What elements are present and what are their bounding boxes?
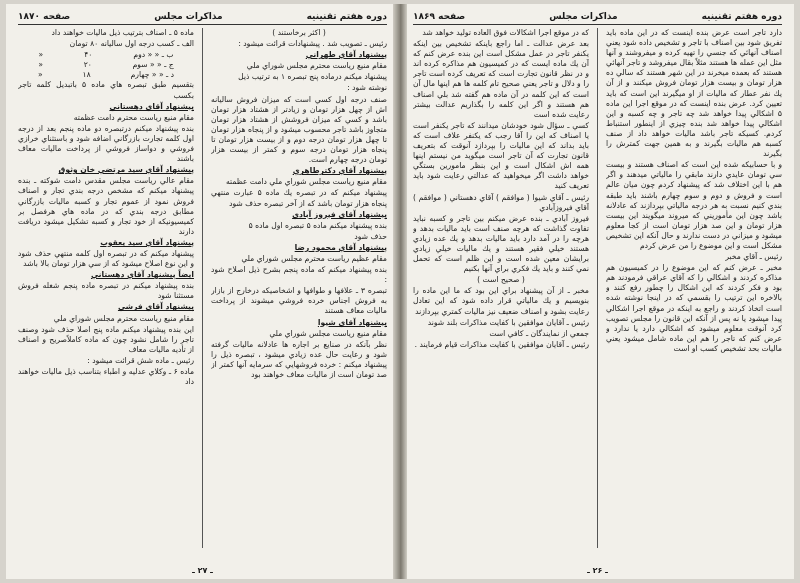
paragraph: بعد عرض عدالت ـ اما راجع باينكه تشخيص بين اينكه يكنفر تاجر در عمل مشكل است اين بنده عرض كنم كه آن يك ماده ايست كه در كميسيون هم مذاكره كرده اند و در نظر قانون تجارت است كه تعريف كرده است تاجر را و دلال و تاجر يعني صحيح تام كلمه ها هم اينها مال آن است كه اين كلمه در آن ماده هم گفته شد بلي اصناف هم هستند و اگر اين كلمه را بگذاريم عدالت بيشتر رعايت شده است xyxy=(413,39,589,119)
paragraph: و با حسابيكه شده اين است كه اصناف هستند و بيست سي تومان عايدي دارند مابقي را مالياتي ميدهند و اگر هم با اين اختلاف شد كه پيشنهاد كردم چون ميان عالم است و فروش و دوم و سوم چهارم باشند بايد طبقه بندي كنيم نسبت به هر درجه مالياتي بپردازند كه عادلانه باشد چون اين مأموريني كه ميروند ميگويند اين بيست هزار تومان و اين صد هزار تومان است از كجا معلوم ميشود و ميزاني در دست ندارند و حال آنكه اين تشخيص مشكل است و اين موضوع را من عرض كردم xyxy=(606,160,782,250)
speaker-heading: پيشنهاد آقاي سيد مرتضي خان وثوق xyxy=(58,165,194,175)
tariff-cell: « xyxy=(38,60,44,70)
page-footer-number: ـ ۲۷ ـ xyxy=(192,566,213,575)
speaker-heading: پيشنهاد آقاي فيروز آبادي xyxy=(292,209,387,219)
paragraph: بنده پيشنهاد ميكنم ماده ۵ تبصره اول ماده ۵ xyxy=(248,220,387,230)
paragraph: رئيس ـ آقاي مخبر xyxy=(725,252,782,262)
paragraph: فيروز آبادي ـ بنده عرض ميكنم بين تاجر و كسبه نبايد تفاوت گذاشت كه هرچه صنف است بايد ماليات بدهد و هرچه را در آمد دارد بايد ماليات بدهد و يك عده زيادي هستند خيلي فقير هستند و يك ماليات خيلي زيادي برايشان معين شده است و اين ظلم است كه تحمل نمي كنند و بايد يك فكري براي آنها بكنيم xyxy=(413,213,589,274)
paragraph: نوشته شود : xyxy=(347,83,387,93)
column-divider xyxy=(202,28,203,548)
header-title: مذاكرات مجلس xyxy=(154,12,223,22)
paragraph: رئيس ـ ماده شش قرائت ميشود : xyxy=(87,355,194,365)
paragraph: رئيس ـ آقايان موافقين با كفايت مذاكرات قيام فرمايند . xyxy=(414,339,589,349)
paragraph: جمعي از نمايندگان ـ كافي است xyxy=(489,328,589,338)
paragraph: بتقسيم طبق تبصره هاي ماده ۵ باتبديل كلمه تاجر بكسب xyxy=(18,80,194,100)
speaker-heading: پيشنهاد آقاي شيوا xyxy=(317,317,387,327)
paragraph: بنده پيشنهاد ميكنم درتبصره دو ماده پنجم بعد از درجه اول كلمه تجارت بازرگاني اضافه شود و باستثناي خرازي فروشي و دواساز فروشي از پرداخت ماليات معاف باشند xyxy=(18,123,194,164)
speaker-heading: پيشنهاد آقاي دكترطاهري xyxy=(292,166,387,176)
book-spread xyxy=(6,4,794,579)
tariff-row xyxy=(18,70,194,80)
paragraph: كسي ـ سؤال شود خودشان ميدانند كه تاجر يكنفر است يا اصناف كه اين را آقا رجب كه يكنفر علاف است كه بايد بداند كه اين ماليات را بپردازد آنوقت كه بتعريف قانون تجارت كه آن تاجر است ميگويد من نيستم اينها همه اش اشكال است و اين بنظر مامورين بستگي خواهد داشت اگر ميخواهيد كه عدالتي رعايت شود بايد تعريف كنيد xyxy=(413,120,589,191)
page-header xyxy=(413,12,782,25)
paragraph: حذف شود xyxy=(354,231,387,241)
tariff-cell: ۲۰ xyxy=(83,60,92,70)
paragraph: ماده ۵ ـ اصناف بترتيب ذيل ماليات خواهند داد xyxy=(51,28,194,37)
speaker-heading: ايضاً پيشنهاد آقاي دهستاني xyxy=(90,270,194,280)
paragraph: نظر بآنكه در صنايع بر اجاره ها عادلانه ماليات گرفته شود و رعايت حال عده زيادي ميشود ، تبصره ذيل را پيشنهاد ميكنم : خرده فروشهايي كه سرمايه آنها كمتر از صد تومان است از ماليات معاف خواهند بود xyxy=(211,339,387,379)
tariff-cell: د ـ « « چهارم xyxy=(130,70,175,80)
column-left xyxy=(18,28,194,548)
text-columns xyxy=(413,28,782,548)
tariff-row xyxy=(18,60,194,70)
centered-note: ( صحيح است ) xyxy=(477,275,525,285)
left-page xyxy=(6,4,400,579)
speaker-heading: پيشنهاد آقاي طهراني xyxy=(305,50,387,60)
paragraph: مقام منيع رياست محترم دامت عظمته xyxy=(73,112,194,122)
tariff-cell: « xyxy=(37,70,43,80)
tariff-cell: ۱۸ xyxy=(82,70,91,80)
speaker-heading: پيشنهاد آقاي فرشي xyxy=(117,302,194,312)
header-volume: دوره هفتم تقنينيه xyxy=(701,12,782,22)
tariff-cell: ج ـ « « سوم xyxy=(132,60,174,70)
paragraph: پيشنهاد ميكنم كه در تبصره يك ماده ۵ عبارت منتهي پنجاه هزار تومان باشد كه از آخر تبصره حذف شود xyxy=(211,188,387,208)
speaker-heading: پيشنهاد آقاي دهستاني xyxy=(109,101,194,111)
paragraph: پيشنهاد ميكنم كه در تبصره اول كلمه منتهي حذف شود و اين نوع اصلاح ميشود كه از سي هزار تومان بالا باشد xyxy=(18,248,194,269)
paragraph: پيشنهاد ميكنم درماده پنج تبصره ۱ به ترتيب ذيل xyxy=(238,72,387,82)
right-page xyxy=(400,4,794,579)
paragraph: بنده پيشنهاد ميكنم كه ماده پنجم بشرح ذيل اصلاح شود : xyxy=(211,265,387,285)
paragraph: كه در موقع اجرا اشكالات فوق العاده توليد خواهد شد xyxy=(422,28,589,37)
header-page-number: صفحه ۱۸۷۰ xyxy=(18,12,71,22)
header-page-number: صفحه ۱۸۶۹ xyxy=(413,12,466,22)
paragraph: صنف درجه اول كسي است كه ميزان فروش ساليانه اش از چهل هزار تومان و زيادتر از هشتاد هزار تومان باشد و كسي كه ميزان فروشش از هشتاد هزار تومان متجاوز باشد تاجر محسوب ميشود و از پنجاه هزار تومان تا چهل هزار تومان درجه دوم و از بيست هزار تومان تا پنجاه هزار تومان درجه سوم و كمتر از بيست هزار تومان درجه چهارم است. xyxy=(211,94,387,165)
paragraph: مقام منيع رياست محترم مجلس شوراي ملي xyxy=(53,313,194,323)
header-volume: دوره هفتم تقنينيه xyxy=(306,12,387,22)
paragraph: رئيس ـ آقاي شيوا ( موافقم ) آقاي دهستاني ( موافقم ) آقاي فيروزآبادي xyxy=(413,192,589,212)
paragraph: مقام منيع رياست محترم مجلس شوراي ملي xyxy=(246,61,387,71)
page-header xyxy=(18,12,387,25)
tariff-cell: « xyxy=(38,50,44,60)
paragraph: مخبر ـ عرض كنم كه اين موضوع را در كميسيون هم مذاكره كردند و اشكالي را كه آقاي عراقي فرمودند هم بود و فكر كردند كه اين اشكال را چطور رفع كنند و بالاخره اين ترتيب را بقسمي كه در اينجا نوشته شده است اتخاذ كردند و راجع به اينكه در موقع اجرا اشكالي پيدا ميشود يا نه پس از آنكه اين قانون را مجلس تصويب كرد آنوقت معلوم ميشود كه اشكالي دارد يا ندارد و عرض كنم كه تاجر را هم اين ماده شامل ميشود يعني ماليات بحد تشخيص كسب او است xyxy=(606,263,782,353)
paragraph: مقام عظيم رياست محترم مجلس شوراي ملي xyxy=(241,253,387,263)
tariff-row xyxy=(18,50,194,60)
column-right xyxy=(211,28,387,548)
speaker-heading: پيشنهاد آقاي محمود رضا xyxy=(294,242,387,252)
paragraph: تبصره ۳ ـ علافها و طوافها و اشخاصيكه درخارج از بازار به فروش اجناس خرده فروشي ميشوند از پرداخت ماليات معاف هستند xyxy=(211,286,387,316)
speaker-heading: پيشنهاد آقاي سيد يعقوب xyxy=(100,237,194,247)
paragraph: اين بنده پيشنهاد ميكنم ماده پنج اصلا حذف شود وصنف تاجر را شامل نشود چون كه ماده كاملاًصريح و اصناف از تأديه ماليات معاف xyxy=(18,324,194,354)
column-divider xyxy=(597,28,598,548)
paragraph: مخبر ـ از آن پيشنهاد براي اين بود كه ما اين ماده را بنويسيم و يك مالياتي قرار داده شود كه اين تعادل رعايت بشود و اصناف ضعيف نيز ماليات كمتري بپردازند xyxy=(413,286,589,316)
tariff-cell: ب ـ « « دوم xyxy=(133,50,174,60)
column-left xyxy=(413,28,589,548)
text-columns xyxy=(18,28,387,548)
paragraph: مقام منيع رياست مجلس شوراي ملي دامت عظمته xyxy=(225,177,387,187)
paragraph: مقام عالي رياست مجلس مقدس دامت شوكته ـ بنده پيشنهاد ميكنم كه مشخص درجه بندي تجار و اصناف فروش نمود از عموم تجار و كسبه ماليات بازرگاني مطابق درجه بندي كه در ماده هاي هرفصل بر كميسيونيكه از خود تجار و كسبه تشكيل ميشود دريافت دارند xyxy=(18,176,194,236)
paragraph: رئيس ـ تصويب شد . پيشنهادات قرائت ميشود : xyxy=(238,39,387,49)
tariff-cell: ۴۰ xyxy=(84,50,93,60)
column-right xyxy=(606,28,782,548)
paragraph: بنده پيشنهاد ميكنم در تبصره ماده پنجم شغله فروش مستثنا شود xyxy=(18,281,194,301)
book-gutter xyxy=(393,4,407,579)
header-title: مذاكرات مجلس xyxy=(549,12,618,22)
paragraph: ماده ۶ ـ وكلاي عدليه و اطباء بتناسب ذيل ماليات خواهند داد xyxy=(18,367,194,387)
paragraph: دارد تاجر است عرض بنده اينست كه در اين ماده بايد تفريق شود بين اصناف با تاجر و تشخيص داده شود يعني اصناف آنهائي كه جنسي را تهيه كرده و ميفروشند و آنها مثل اين عمله ها هستند مثلاً بقال ميفروشد و تاجر آنهائي هستند كه بعمده ميخرند در اين شهر هستند كه سالي ده هزار تومان و بيست هزار تومان فروش ميكنند و از آن يك نفر عطار كه ماليات از او ميگيرند اين است كه بايد تعيين كرد. عرض بنده اينست كه در موقع اجرا اين ماده ۵ اشكالي پيدا خواهد شد چه تاجر و چه كسبه و اين اشكالي پيدا خواهد شد بنده چيزي از اينطور استنباط كردم. كسيكه تاجر باشد ماليات خواهد داد از صنف كسبه هم ماليات بگيرند و به همين جهت كمترش را بگيرند xyxy=(606,28,782,159)
page-footer-number: ـ ۲۶ ـ xyxy=(587,566,608,575)
paragraph: رئيس ـ آقايان موافقين با كفايت مذاكرات بلند شوند xyxy=(427,317,589,327)
paragraph: مقام منيع رياست مجلس شوراي ملي xyxy=(269,328,387,338)
centered-note: ( اكثر برخاستند ) xyxy=(272,28,326,37)
paragraph: الف ـ كسب درجه اول ساليانه ۸۰ تومان xyxy=(69,39,194,49)
